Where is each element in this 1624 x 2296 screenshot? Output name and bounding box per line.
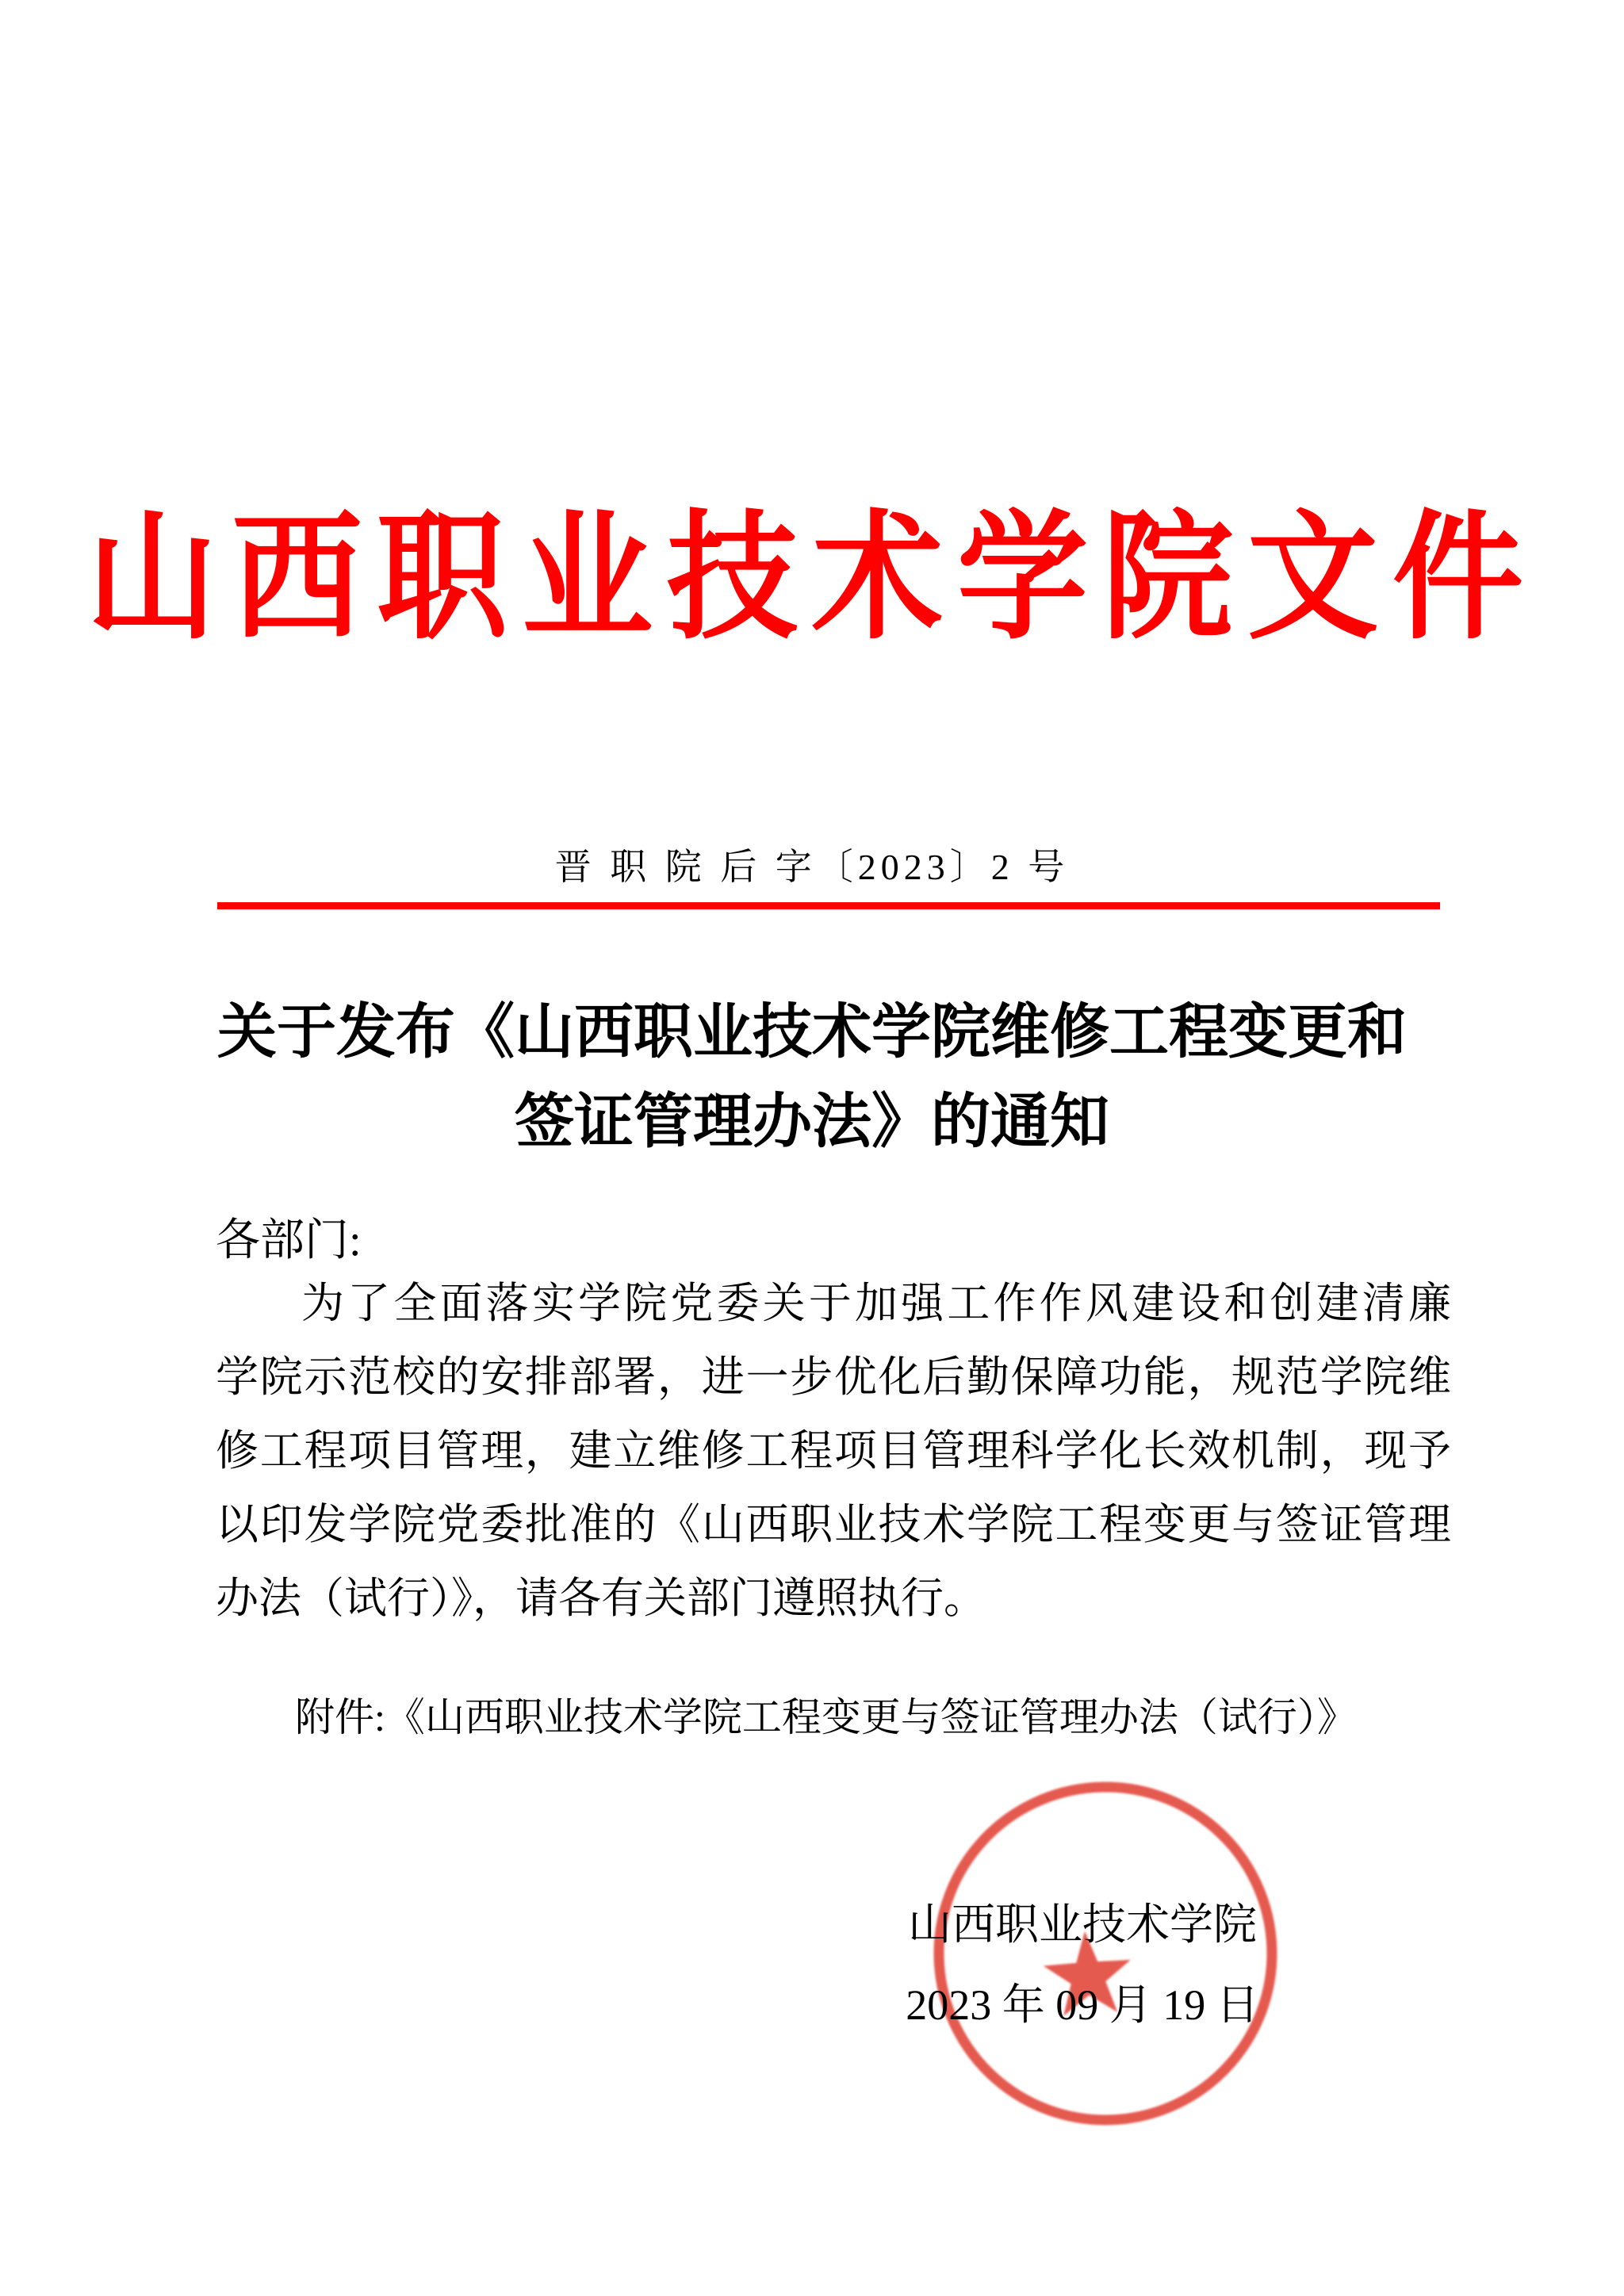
body-line: 修工程项目管理，建立维修工程项目管理科学化长效机制，现予 <box>216 1427 1451 1475</box>
notice-title-line2: 签证管理办法》的通知 <box>514 1089 1109 1155</box>
body-line: 为了全面落实学院党委关于加强工作作风建设和创建清廉 <box>301 1280 1451 1327</box>
signature-date: 2023 年 09 月 19 日 <box>906 1981 1259 2029</box>
salutation: 各部门: <box>216 1216 362 1265</box>
signature-org: 山西职业技术学院 <box>907 1900 1257 1949</box>
body-line: 以印发学院党委批准的《山西职业技术学院工程变更与签证管理 <box>216 1501 1451 1548</box>
body-line: 学院示范校的安排部署，进一步优化后勤保障功能，规范学院维 <box>216 1353 1451 1401</box>
doc-number: 晋 职 院 后 字〔2023〕2 号 <box>554 847 1070 887</box>
red-divider-line <box>217 902 1440 909</box>
body-line: 办法（试行）》，请各有关部门遵照执行。 <box>216 1575 986 1622</box>
notice-title <box>159 988 1465 1167</box>
attachment-line: 附件:《山西职业技术学院工程变更与签证管理办法（试行）》 <box>295 1695 1357 1739</box>
notice-title-line1: 关于发布《山西职业技术学院维修工程变更和 <box>216 1000 1407 1066</box>
red-header-title: 山西职业技术学院文件 <box>86 501 1538 656</box>
body-paragraph <box>216 1267 1451 1636</box>
